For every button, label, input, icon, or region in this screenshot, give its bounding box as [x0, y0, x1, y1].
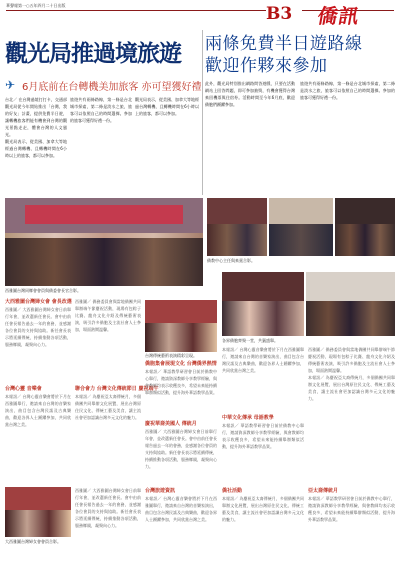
article-body: 本報訊／ 台灣心靈音樂會將於下月在西雅圖舉行，邀請來自台灣的音樂家演出，曲目包含台灣民謠及古典樂曲，歡迎各界人士踴躍參加，共同欣賞台灣之美。 — [222, 347, 304, 373]
event-photo — [145, 300, 217, 352]
column-divider — [202, 30, 203, 195]
article-body: 西雅圖／ 大西雅圖台灣婦女會日前舉行年會，並改選新任會長。會中由前任會長報告過去一年的會務，並感謝各位會員的支持與協助。新任會長表示將延續傳統，持續推動各項活動，服務鄉親，凝聚向心力。 — [145, 429, 217, 469]
section-heading: 僑社活動 — [222, 488, 243, 494]
lead-column-3 — [135, 96, 199, 196]
lead-paragraph: 觀光局表示，從美國、加拿大等地經過台灣轉機、且轉機時間在6小時以上的旅客，都可以參加。 — [5, 139, 67, 158]
section-heading: 台灣旅遊資訊 — [145, 488, 176, 494]
dateline: 華聲報第一○五年四月二十日出版 — [6, 3, 66, 8]
article-body: 西雅圖／ 大西雅圖台灣婦女會日前舉行年會，並改選新任會長。會中由前任會長報告過去一年的會務，並感謝各位會員的支持與協助。新任會長表示將延續傳統，持續推動各項活動，服務鄉親，凝聚向心力。 — [5, 307, 71, 347]
photo-caption: 台灣傳統藝術表演精彩呈現。 — [145, 353, 197, 358]
right-column-2 — [300, 80, 395, 194]
event-photo — [222, 272, 304, 336]
photo-caption: 西雅圖台灣同鄉會會員與僑委會長官合影。 — [5, 288, 81, 293]
page-number: B3 — [266, 4, 302, 26]
right-paragraph: 旅遊共有兩條路線，第一條是台北城市探索，第二條是淡水之旅，旅客可以依照自己的時間選擇。參加的旅客可獲得好禮一份。 — [300, 81, 395, 100]
event-photo — [207, 198, 267, 256]
group-photo-main — [5, 198, 203, 286]
section-heading: 台灣心靈 音樂會 — [5, 386, 42, 392]
section-heading: 中華文化傳承 母語教學 — [222, 415, 274, 421]
publication-brand: 僑訊 — [315, 4, 362, 28]
subheadline: 6月底前在台轉機美加旅客 亦可望獲好禮 — [22, 82, 202, 93]
lead-column-2 — [70, 96, 132, 196]
photo-caption: 僑教中心主任與來賓合影。 — [207, 258, 255, 263]
section-heading: 聯合會力 台灣文化傳統節日 慶祝端午 — [75, 386, 159, 392]
section-heading: 慶祝華裔美國人 傳統月 — [145, 421, 197, 427]
banner-graphic — [25, 205, 183, 224]
article-body: 本報訊／ 為慶祝亞太裔傳統月，多個僑團共同舉辦文化展覽，展出台灣原住民文化、傳統工藝及美食，讓主流社會更加認識台灣多元文化的魅力。 — [222, 496, 304, 522]
right-headline-line1: 兩條免費半日遊路線 — [205, 34, 363, 54]
article-body: 西雅圖／ 僑務委員會與當地僑團共同舉辦端午節慶祝活動，現場有包粽子比賽、龍舟文化介紹及傳統藝術表演，吸引許多僑胞及主流社會人士參加，場面熱鬧溫馨。 — [75, 299, 141, 332]
plane-icon: ✈ — [5, 78, 16, 92]
photo-caption: 大西雅圖台灣婦女會會員合影。 — [5, 539, 61, 544]
article-body: 本報訊／ 華語教學研習會日前於僑教中心舉行，邀請資深教師分享教學經驗，與會教師均表示收穫良多，希望未來能持續舉辦類似活動，提升海外華語教學品質。 — [145, 369, 217, 395]
right-paragraph: 此外，觀光局特別推出網路問答遊戲，只要在活動網站上回答問題，即可參加抽獎，有機會獲得台灣來回機票與住宿券。活動時間至今年6月底，歡迎僑胞們踴躍參加。 — [205, 81, 295, 107]
event-photo — [269, 198, 333, 256]
right-headline-line2: 歡迎作夥來參加 — [205, 56, 328, 76]
event-photo — [306, 272, 395, 336]
photo-caption: 各界僑胞齊聚一堂，共襄盛舉。 — [222, 338, 278, 343]
lead-column-1 — [5, 96, 67, 196]
small-photo — [5, 487, 71, 537]
right-headline — [205, 33, 395, 77]
lead-paragraph: 旅遊共有兩條路線，第一條是台北城市探索，第二條是淡水之旅，旅客可以依照自己的時間選擇。參加的旅客可獲得好禮一份。 — [70, 97, 132, 123]
right-column-1 — [205, 80, 295, 194]
main-headline: 觀光局推過境旅遊 — [5, 40, 181, 67]
article-body: 西雅圖／ 僑務委員會與當地僑團共同舉辦端午節慶祝活動，現場有包粽子比賽、龍舟文化介紹及傳統藝術表演，吸引許多僑胞及主流社會人士參加，場面熱鬧溫馨。 本報訊／ 為慶祝亞太裔傳統月，多個僑團共同舉辦文化展覽，展出台灣原住民文化、傳統工藝及美食，讓主流社會更加認識台灣多元文化的魅力。 — [308, 347, 395, 401]
section-heading: 大西雅圖台灣婦女會 會長改選 — [5, 299, 72, 305]
section-heading: 亞太裔傳統月 — [308, 488, 339, 494]
article-body: 本報訊／ 為慶祝亞太裔傳統月，多個僑團共同舉辦文化展覽，展出台灣原住民文化、傳統工藝及美食，讓主流社會更加認識台灣多元文化的魅力。 — [75, 394, 141, 420]
article-body: 西雅圖／ 大西雅圖台灣婦女會日前舉行年會，並改選新任會長。會中由前任會長報告過去一年的會務，並感謝各位會員的支持與協助。新任會長表示將延續傳統，持續推動各項活動，服務鄉親，凝聚向心力。 — [75, 488, 141, 528]
article-body: 本報訊／ 華語教學研習會日前於僑教中心舉行，邀請資深教師分享教學經驗，與會教師均表示收穫良多，希望未來能持續舉辦類似活動，提升海外華語教學品質。 — [222, 423, 304, 449]
section-heading: 僑胞集會展現文化 台灣僑界熱情 — [145, 361, 217, 367]
crowd-row — [5, 238, 203, 286]
article-body: 本報訊／ 台灣心靈音樂會將於下月在西雅圖舉行，邀請來自台灣的音樂家演出，曲目包含台灣民謠及古典樂曲，歡迎各界人士踴躍參加，共同欣賞台灣之美。 — [5, 394, 71, 427]
event-photo — [335, 198, 395, 256]
lead-paragraph: 台北／ 在台灣過境打打卡，交通部觀光局從今年開始推出「台灣，我的好友」計畫，提供免費半日遊，讓轉機旅客們能有機會到台灣的觀光景點走走，體會台灣的人文風光。 — [5, 97, 67, 137]
lead-paragraph: 觀光局表示，從美國、加拿大等地經過台灣轉機、且轉機時間在6小時以上的旅客，都可以參加。 — [135, 97, 199, 116]
article-body: 本報訊／ 華語教學研習會日前於僑教中心舉行，邀請資深教師分享教學經驗，與會教師均表示收穫良多，希望未來能持續舉辦類似活動，提升海外華語教學品質。 — [308, 496, 395, 522]
article-body: 本報訊／ 台灣心靈音樂會將於下月在西雅圖舉行，邀請來自台灣的音樂家演出，曲目包含台灣民謠及古典樂曲，歡迎各界人士踴躍參加，共同欣賞台灣之美。 — [145, 496, 217, 522]
